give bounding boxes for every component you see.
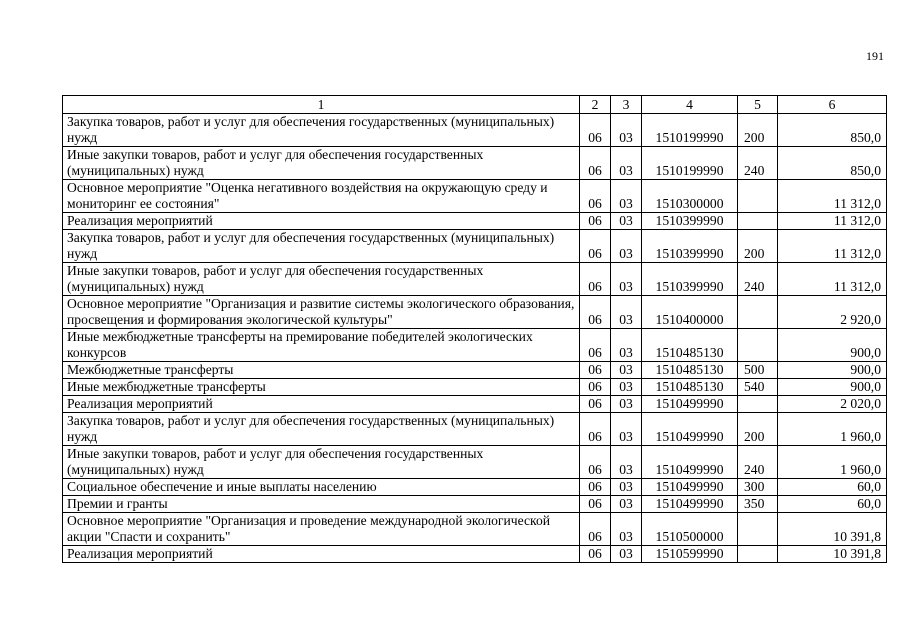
cell-amount: 1 960,0 xyxy=(778,413,887,446)
cell-target-item: 1510399990 xyxy=(642,230,738,263)
cell-section: 06 xyxy=(580,213,611,230)
cell-expense-type xyxy=(738,213,778,230)
cell-subsection: 03 xyxy=(611,496,642,513)
cell-subsection: 03 xyxy=(611,413,642,446)
table-row xyxy=(63,230,887,263)
cell-expense-type xyxy=(738,513,778,546)
cell-expense-type xyxy=(738,296,778,329)
cell-expense-type: 240 xyxy=(738,147,778,180)
cell-subsection: 03 xyxy=(611,263,642,296)
cell-section: 06 xyxy=(580,147,611,180)
cell-section: 06 xyxy=(580,230,611,263)
cell-description: Закупка товаров, работ и услуг для обеспечения государственных (муниципальных) нужд xyxy=(63,230,580,263)
cell-section: 06 xyxy=(580,379,611,396)
cell-subsection: 03 xyxy=(611,479,642,496)
cell-section: 06 xyxy=(580,329,611,362)
cell-description: Основное мероприятие "Организация и проведение международной экологической акции "Спасти и сохранить" xyxy=(63,513,580,546)
cell-amount: 60,0 xyxy=(778,496,887,513)
cell-expense-type: 300 xyxy=(738,479,778,496)
cell-amount: 11 312,0 xyxy=(778,230,887,263)
cell-expense-type: 240 xyxy=(738,446,778,479)
table-row xyxy=(63,180,887,213)
cell-subsection: 03 xyxy=(611,180,642,213)
cell-target-item: 1510499990 xyxy=(642,479,738,496)
cell-target-item: 1510499990 xyxy=(642,396,738,413)
cell-section: 06 xyxy=(580,362,611,379)
cell-target-item: 1510199990 xyxy=(642,147,738,180)
cell-subsection: 03 xyxy=(611,362,642,379)
table-row xyxy=(63,396,887,413)
table-row xyxy=(63,362,887,379)
cell-expense-type xyxy=(738,396,778,413)
cell-target-item: 1510499990 xyxy=(642,413,738,446)
table-row xyxy=(63,379,887,396)
cell-amount: 11 312,0 xyxy=(778,213,887,230)
cell-section: 06 xyxy=(580,446,611,479)
cell-amount: 1 960,0 xyxy=(778,446,887,479)
cell-description: Межбюджетные трансферты xyxy=(63,362,580,379)
cell-target-item: 1510500000 xyxy=(642,513,738,546)
cell-description: Иные закупки товаров, работ и услуг для обеспечения государственных (муниципальных) нужд xyxy=(63,147,580,180)
table-header-row xyxy=(63,96,887,114)
table-row xyxy=(63,546,887,563)
cell-section: 06 xyxy=(580,114,611,147)
cell-subsection: 03 xyxy=(611,114,642,147)
cell-subsection: 03 xyxy=(611,379,642,396)
cell-target-item: 1510499990 xyxy=(642,446,738,479)
cell-target-item: 1510499990 xyxy=(642,496,738,513)
cell-description: Реализация мероприятий xyxy=(63,396,580,413)
cell-expense-type xyxy=(738,546,778,563)
table-row xyxy=(63,213,887,230)
cell-subsection: 03 xyxy=(611,147,642,180)
table-body xyxy=(63,114,887,563)
column-header-subsection: 3 xyxy=(611,96,642,114)
table-row xyxy=(63,496,887,513)
table-row xyxy=(63,147,887,180)
cell-target-item: 1510485130 xyxy=(642,362,738,379)
cell-expense-type xyxy=(738,329,778,362)
cell-subsection: 03 xyxy=(611,230,642,263)
cell-target-item: 1510399990 xyxy=(642,263,738,296)
cell-amount: 900,0 xyxy=(778,329,887,362)
cell-expense-type xyxy=(738,180,778,213)
cell-amount: 11 312,0 xyxy=(778,180,887,213)
cell-target-item: 1510485130 xyxy=(642,329,738,362)
table-row xyxy=(63,263,887,296)
page-number: 191 xyxy=(866,49,884,63)
cell-target-item: 1510199990 xyxy=(642,114,738,147)
cell-target-item: 1510599990 xyxy=(642,546,738,563)
cell-description: Премии и гранты xyxy=(63,496,580,513)
cell-description: Реализация мероприятий xyxy=(63,546,580,563)
cell-target-item: 1510400000 xyxy=(642,296,738,329)
table-row xyxy=(63,296,887,329)
cell-description: Реализация мероприятий xyxy=(63,213,580,230)
cell-subsection: 03 xyxy=(611,329,642,362)
cell-amount: 2 920,0 xyxy=(778,296,887,329)
cell-expense-type: 350 xyxy=(738,496,778,513)
cell-expense-type: 240 xyxy=(738,263,778,296)
cell-section: 06 xyxy=(580,263,611,296)
cell-amount: 11 312,0 xyxy=(778,263,887,296)
cell-expense-type: 200 xyxy=(738,413,778,446)
cell-amount: 2 020,0 xyxy=(778,396,887,413)
cell-subsection: 03 xyxy=(611,546,642,563)
cell-target-item: 1510300000 xyxy=(642,180,738,213)
cell-amount: 850,0 xyxy=(778,147,887,180)
cell-amount: 60,0 xyxy=(778,479,887,496)
cell-subsection: 03 xyxy=(611,446,642,479)
table-row xyxy=(63,114,887,147)
cell-section: 06 xyxy=(580,513,611,546)
cell-amount: 900,0 xyxy=(778,379,887,396)
cell-subsection: 03 xyxy=(611,296,642,329)
cell-amount: 10 391,8 xyxy=(778,513,887,546)
cell-description: Иные межбюджетные трансферты на премирование победителей экологических конкурсов xyxy=(63,329,580,362)
column-header-amount: 6 xyxy=(778,96,887,114)
budget-table xyxy=(62,95,887,563)
column-header-expense-type: 5 xyxy=(738,96,778,114)
cell-description: Закупка товаров, работ и услуг для обеспечения государственных (муниципальных) нужд xyxy=(63,114,580,147)
cell-section: 06 xyxy=(580,546,611,563)
table-row xyxy=(63,413,887,446)
table-row xyxy=(63,513,887,546)
cell-description: Основное мероприятие "Организация и развитие системы экологического образования, просвещения и формирования экологической культуры" xyxy=(63,296,580,329)
cell-expense-type: 540 xyxy=(738,379,778,396)
cell-description: Иные закупки товаров, работ и услуг для обеспечения государственных (муниципальных) нужд xyxy=(63,446,580,479)
cell-target-item: 1510485130 xyxy=(642,379,738,396)
table-row xyxy=(63,329,887,362)
cell-expense-type: 500 xyxy=(738,362,778,379)
cell-description: Основное мероприятие "Оценка негативного воздействия на окружающую среду и мониторинг ее состояния" xyxy=(63,180,580,213)
cell-description: Иные межбюджетные трансферты xyxy=(63,379,580,396)
cell-subsection: 03 xyxy=(611,213,642,230)
cell-section: 06 xyxy=(580,296,611,329)
cell-description: Социальное обеспечение и иные выплаты населению xyxy=(63,479,580,496)
column-header-section: 2 xyxy=(580,96,611,114)
cell-section: 06 xyxy=(580,479,611,496)
cell-expense-type: 200 xyxy=(738,114,778,147)
table-row xyxy=(63,479,887,496)
cell-description: Закупка товаров, работ и услуг для обеспечения государственных (муниципальных) нужд xyxy=(63,413,580,446)
cell-subsection: 03 xyxy=(611,396,642,413)
table-row xyxy=(63,446,887,479)
cell-section: 06 xyxy=(580,396,611,413)
cell-section: 06 xyxy=(580,496,611,513)
cell-section: 06 xyxy=(580,180,611,213)
cell-description: Иные закупки товаров, работ и услуг для обеспечения государственных (муниципальных) нужд xyxy=(63,263,580,296)
cell-amount: 850,0 xyxy=(778,114,887,147)
cell-amount: 10 391,8 xyxy=(778,546,887,563)
column-header-target-item: 4 xyxy=(642,96,738,114)
cell-subsection: 03 xyxy=(611,513,642,546)
cell-amount: 900,0 xyxy=(778,362,887,379)
cell-target-item: 1510399990 xyxy=(642,213,738,230)
column-header-description: 1 xyxy=(63,96,580,114)
cell-section: 06 xyxy=(580,413,611,446)
cell-expense-type: 200 xyxy=(738,230,778,263)
